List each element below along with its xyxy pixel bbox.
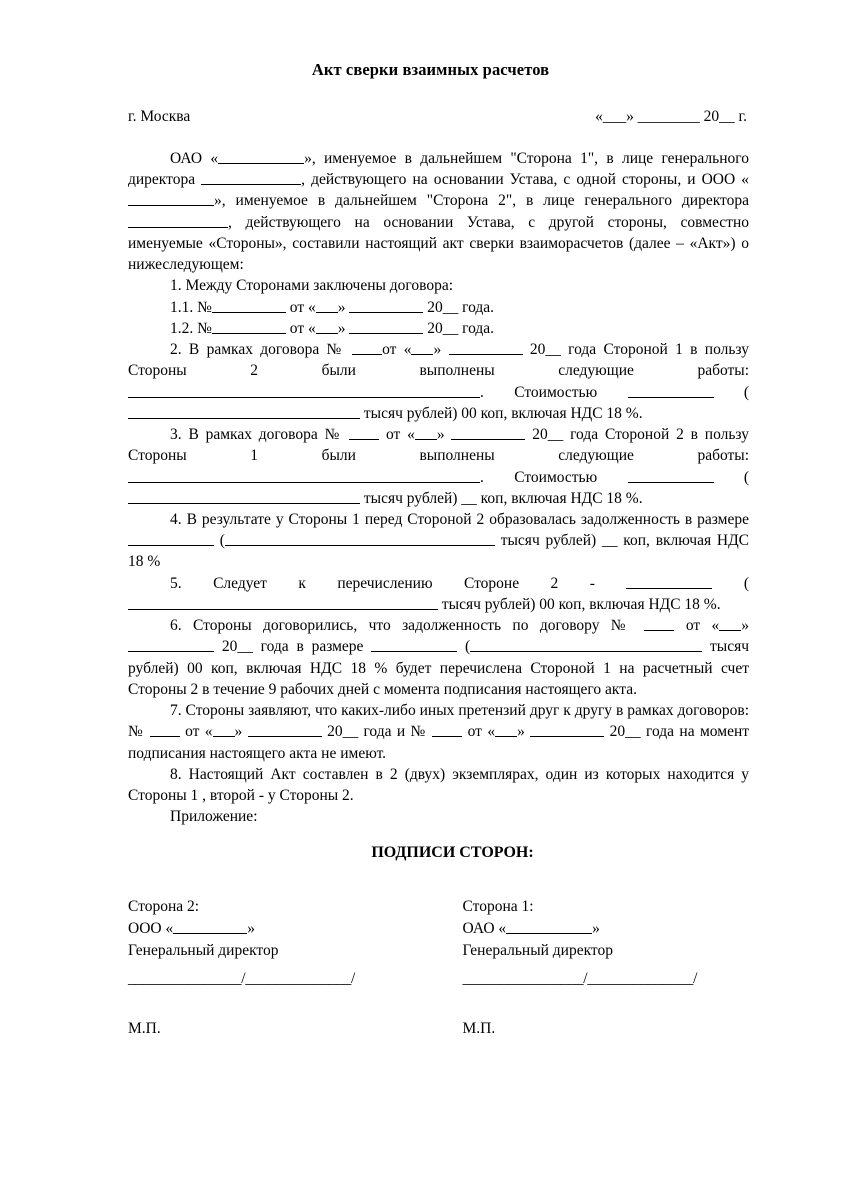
item2-cost-blank[interactable] [628, 382, 714, 397]
item-4-part-a: 4. В результате у Стороны 1 перед Стороной 2 образовалась задолженность в размере [170, 510, 749, 528]
item-1-1 [128, 297, 749, 318]
item-2-part-f: ( [713, 383, 749, 401]
item-2-part-e: . Стоимостью [480, 383, 628, 401]
item-7-part-c: » [234, 723, 248, 741]
item-7-part-g: 20__ года на момент подписания настоящего акта не имеют. [128, 723, 750, 762]
attachment-label: Приложение: [170, 808, 258, 826]
item-7-part-d: 20__ года и № [327, 723, 433, 741]
org1-name-blank[interactable] [218, 149, 304, 164]
item-2 [128, 339, 749, 424]
item6-amount-words-blank[interactable] [470, 637, 702, 652]
item-3-part-b: от « [379, 426, 415, 444]
item-1-1-year: 20__ года. [427, 298, 495, 316]
contract-2-number-blank[interactable] [212, 319, 286, 334]
item6-month-blank[interactable] [128, 637, 214, 652]
party-2-org-suffix: » [247, 919, 255, 937]
item-1-1-label: 1.1. № [170, 298, 212, 316]
item6-day-blank[interactable] [719, 616, 741, 631]
item-1-1-from: от « [289, 298, 316, 316]
item-3-part-d: 20__ года Стороной 2 в пользу Стороны 1 были выполнены следующие работы: [128, 426, 749, 465]
item-3-part-c: » [436, 426, 452, 444]
item-1-2-year: 20__ года. [427, 319, 495, 337]
item-4 [128, 509, 749, 573]
item-7-part-e: от « [462, 723, 496, 741]
intro-paragraph [128, 148, 749, 275]
party-1-role: Генеральный директор [462, 941, 613, 959]
item-7-part-f: » [517, 723, 531, 741]
party-2-org-blank[interactable] [173, 918, 247, 933]
item-5-part-b: ( [712, 574, 749, 592]
item-4-part-c: тысяч рублей) __ коп, включая НДС 18 % [128, 532, 749, 571]
party-1-signature-line[interactable]: ________________/______________/ [462, 969, 698, 987]
intro-part-2: », именуемое в дальнейшем "Сторона 1", в лице генерального директора [128, 150, 750, 189]
intro-part-3: , действующего на основании Устава, с одной стороны, и ООО « [301, 171, 749, 189]
item2-day-blank[interactable] [411, 340, 433, 355]
intro-part-1: ОАО « [170, 150, 219, 167]
item-1: 1. Между Сторонами заключены договора: [170, 277, 454, 295]
item3-month-blank[interactable] [451, 425, 525, 440]
date-blank: «___» ________ 20__ г. [595, 108, 747, 125]
item7-contract2-number-blank[interactable] [432, 722, 462, 737]
item-4-part-b: ( [214, 532, 225, 550]
contract-1-day-blank[interactable] [316, 297, 338, 312]
item5-transfer-words-blank[interactable] [128, 595, 438, 610]
signature-block-party-1 [439, 896, 750, 1040]
item-2-part-d: 20__ года Стороной 1 в пользу Стороны 2 были выполнены следующие работы: [128, 341, 749, 380]
item2-contract-number-blank[interactable] [352, 340, 382, 355]
party-2-role: Генеральный директор [128, 941, 279, 959]
item-1-2 [128, 318, 749, 339]
item2-cost-words-blank[interactable] [128, 404, 360, 419]
item-8: 8. Настоящий Акт составлен в 2 (двух) экземплярах, один из которых находится у Стороны 1 , второй - у Стороны 2. [128, 765, 749, 805]
director2-name-blank[interactable] [128, 212, 228, 227]
contract-1-number-blank[interactable] [212, 297, 286, 312]
party-1-label: Сторона 1: [462, 897, 534, 915]
item-6-part-f: тысяч рублей) 00 коп, включая НДС 18 % будет перечислена Стороной 1 на расчетный счет Стороны 2 в течение 9 рабочих дней с момента подписания настоящего акта. [128, 638, 749, 698]
item-6-part-c: » [741, 617, 749, 635]
item-5-part-c: тысяч рублей) 00 коп, включая НДС 18 %. [438, 595, 721, 613]
item-7 [128, 700, 749, 764]
signatures-heading: ПОДПИСИ СТОРОН: [371, 843, 534, 861]
item6-amount-blank[interactable] [371, 637, 457, 652]
contract-2-month-blank[interactable] [349, 319, 423, 334]
org2-name-blank[interactable] [128, 191, 214, 206]
item6-contract-number-blank[interactable] [644, 616, 674, 631]
item-3-part-f: ( [713, 468, 749, 486]
item-3 [128, 424, 749, 509]
item-5 [128, 573, 749, 615]
signatures-area [128, 896, 749, 1040]
item-2-part-b: от « [382, 341, 412, 359]
item-2-part-c: » [433, 341, 449, 359]
item7-contract2-month-blank[interactable] [530, 722, 604, 737]
item-3-part-g: тысяч рублей) __ коп, включая НДС 18 %. [360, 489, 643, 507]
item3-contract-number-blank[interactable] [349, 425, 379, 440]
item-6-part-e: ( [457, 638, 471, 656]
party-2-signature-line[interactable]: _______________/______________/ [128, 969, 356, 987]
intro-part-4: », именуемое в дальнейшем "Сторона 2", в лице генерального директора [214, 192, 749, 210]
item-1-2-label: 1.2. № [170, 319, 212, 337]
party-2-org [128, 918, 439, 940]
intro-part-5: , действующего на основании Устава, с другой стороны, совместно именуемые «Стороны», составили настоящий акт сверки взаиморасчетов (далее – «Акт») о нижеследующем: [128, 213, 749, 274]
party-1-org-prefix: ОАО « [462, 919, 507, 937]
item4-debt-amount-blank[interactable] [128, 531, 214, 546]
city-label: г. Москва [128, 108, 191, 125]
page-title: Акт сверки взаимных расчетов [311, 60, 550, 79]
item-1-2-sep: » [337, 319, 350, 337]
item-3-part-a: 3. В рамках договора № [170, 426, 350, 444]
item2-month-blank[interactable] [449, 340, 523, 355]
item7-contract1-number-blank[interactable] [150, 722, 180, 737]
party-1-org-blank[interactable] [506, 918, 592, 933]
item-5-part-a: 5. Следует к перечислению Стороне 2 - [170, 574, 627, 592]
party-1-stamp-label: М.П. [462, 1019, 496, 1037]
contract-2-day-blank[interactable] [316, 319, 338, 334]
party-2-org-prefix: ООО « [128, 919, 174, 937]
item-1-2-from: от « [289, 319, 316, 337]
city-date-row [128, 108, 749, 126]
party-1-org [463, 918, 750, 940]
item3-cost-blank[interactable] [628, 467, 714, 482]
item3-works-blank[interactable] [128, 467, 480, 482]
party-2-label: Сторона 2: [128, 897, 200, 915]
party-1-org-suffix: » [592, 919, 600, 937]
item-6-part-b: от « [674, 617, 720, 635]
item3-day-blank[interactable] [415, 425, 437, 440]
director1-name-blank[interactable] [201, 170, 301, 185]
item-6 [128, 615, 749, 700]
item-3-part-e: . Стоимостью [480, 468, 628, 486]
item-7-part-a: 7. Стороны заявляют, что каких-либо иных претензий друг к другу в рамках договоров: № [128, 702, 749, 741]
party-2-stamp-label: М.П. [128, 1019, 161, 1037]
item4-debt-words-blank[interactable] [225, 531, 495, 546]
item7-contract1-month-blank[interactable] [248, 722, 322, 737]
item-6-part-a: 6. Стороны договорились, что задолженность по договору № [170, 617, 645, 635]
signature-block-party-2 [128, 896, 439, 1040]
item-2-part-a: 2. В рамках договора № [170, 341, 353, 359]
item-2-part-g: тысяч рублей) 00 коп, включая НДС 18 %. [360, 404, 643, 422]
item-1-1-sep: » [337, 298, 350, 316]
item3-cost-words-blank[interactable] [128, 489, 360, 504]
item5-transfer-amount-blank[interactable] [626, 573, 712, 588]
item-7-part-b: от « [179, 723, 213, 741]
item2-works-blank[interactable] [128, 382, 480, 397]
contract-1-month-blank[interactable] [349, 297, 423, 312]
item7-contract1-day-blank[interactable] [213, 722, 235, 737]
item7-contract2-day-blank[interactable] [495, 722, 517, 737]
item-6-part-d: 20__ года в размере [221, 638, 372, 656]
